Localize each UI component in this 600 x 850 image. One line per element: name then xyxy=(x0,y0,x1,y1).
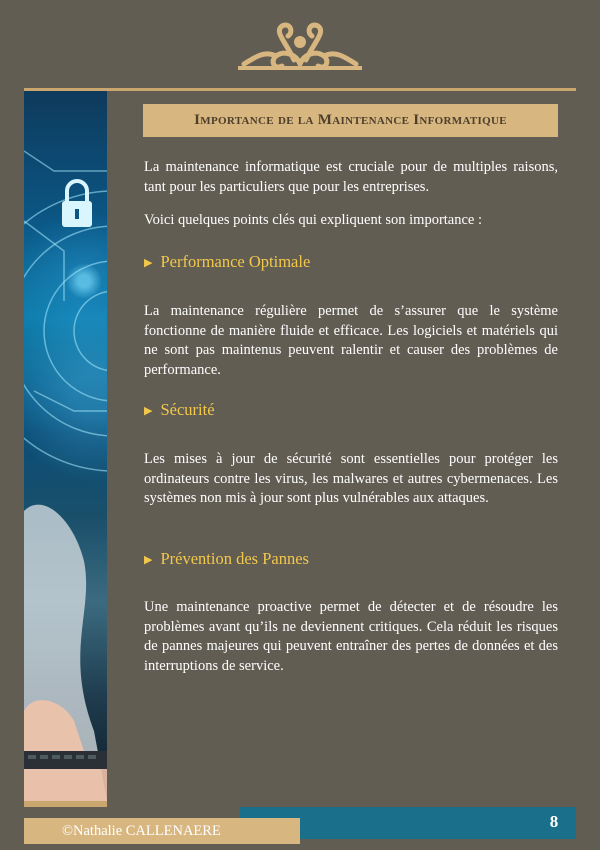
footer-copyright: ©Nathalie CALLENAERE xyxy=(24,818,300,844)
triangle-right-icon: ▶ xyxy=(144,404,153,417)
intro-lead: Voici quelques points clés qui expliquent son importance : xyxy=(144,212,483,228)
flourish-ornament-icon xyxy=(236,20,364,72)
section-heading-securite: ▶ Sécurité xyxy=(144,400,215,419)
section-body-performance: La maintenance régulière permet de s’assurer que le système fonctionne de manière fluide et efficace. Les logiciels et matériels qui ne sont pas maintenus peuvent ralentir et causer des problèmes de performance. xyxy=(144,303,558,378)
page-number: 8 xyxy=(549,812,559,831)
side-bottom-bar xyxy=(24,801,107,807)
section-body-securite: Les mises à jour de sécurité sont essentielles pour protéger les ordinateurs contre les virus, les malwares et autres cybermenaces. Les systèmes non mis à jour sont plus vulnérables aux attaques. xyxy=(144,451,558,506)
triangle-right-icon: ▶ xyxy=(144,553,153,566)
triangle-right-icon: ▶ xyxy=(144,256,153,269)
intro-paragraph: La maintenance informatique est cruciale pour de multiples raisons, tant pour les particuliers que pour les entreprises. xyxy=(144,159,558,195)
section-body-prevention: Une maintenance proactive permet de détecter et de résoudre les problèmes avant qu’ils ne deviennent critiques. Cela réduit les risques de pannes majeures qui peuvent entraîner des pertes de données et des interruptions de service. xyxy=(144,599,558,674)
section-heading-performance: ▶ Performance Optimale xyxy=(144,252,311,271)
lock-icon xyxy=(62,181,92,227)
cybersecurity-side-image xyxy=(24,91,107,801)
page-title: Importance de la Maintenance Informatique xyxy=(143,104,558,137)
section-heading-prevention: ▶ Prévention des Pannes xyxy=(144,549,309,568)
